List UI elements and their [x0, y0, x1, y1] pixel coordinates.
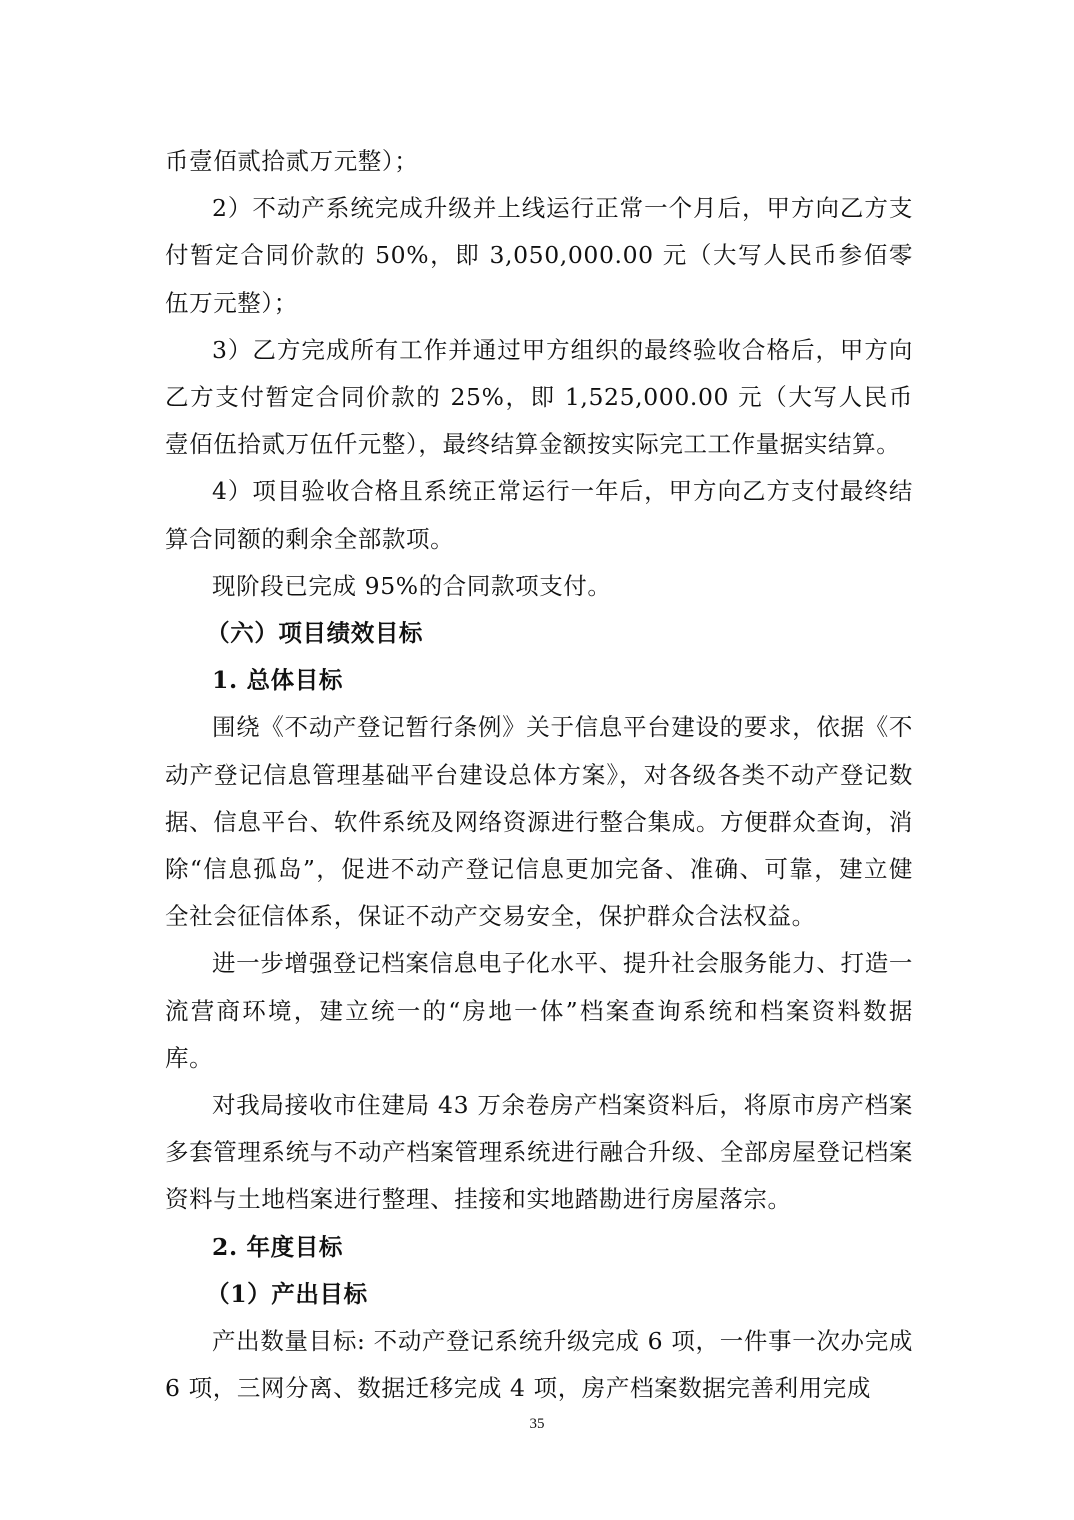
paragraph-overall-goal-2: 进一步增强登记档案信息电子化水平、提升社会服务能力、打造一流营商环境，建立统一的“房地一体”档案查询系统和档案资料数据库。	[165, 949, 913, 1072]
paragraph-payment-3: 3）乙方完成所有工作并通过甲方组织的最终验收合格后，甲方向乙方支付暂定合同价款的 25%，即 1,525,000.00 元（大写人民币壹佰伍拾贰万伍仟元整），最终结算金额按实际完工工作量据实结算。	[165, 335, 913, 459]
paragraph-overall-goal-3: 对我局接收市住建局 43 万余卷房产档案资料后，将原市房产档案多套管理系统与不动产档案管理系统进行融合升级、全部房屋登记档案资料与土地档案进行整理、挂接和实地踏勘进行房屋落宗。	[165, 1091, 913, 1214]
subsubsection-heading-output-goals: （1）产出目标	[206, 1279, 368, 1308]
subsection-heading-annual-goals: 2. 年度目标	[212, 1232, 343, 1261]
page-body	[165, 138, 913, 1412]
page-number: 35	[529, 1416, 545, 1432]
paragraph-payment-status: 现阶段已完成 95%的合同款项支付。	[212, 571, 612, 600]
section-heading-performance-goals: （六）项目绩效目标	[206, 619, 424, 648]
paragraph-payment-4: 4）项目验收合格且系统正常运行一年后，甲方向乙方支付最终结算合同额的剩余全部款项。	[165, 477, 913, 553]
paragraph-payment-2: 2）不动产系统完成升级并上线运行正常一个月后，甲方向乙方支付暂定合同价款的 50%，即 3,050,000.00 元（大写人民币参佰零伍万元整）；	[165, 194, 913, 317]
subsection-heading-overall-goals: 1. 总体目标	[212, 666, 343, 695]
paragraph-payment-1-tail: 币壹佰贰拾贰万元整）；	[165, 147, 419, 175]
paragraph-overall-goal-1: 围绕《不动产登记暂行条例》关于信息平台建设的要求，依据《不动产登记信息管理基础平台建设总体方案》，对各级各类不动产登记数据、信息平台、软件系统及网络资源进行整合集成。方便群众查询，消除“信息孤岛”，促进不动产登记信息更加完备、准确、可靠，建立健全社会征信体系，保证不动产交易安全，保护群众合法权益。	[165, 713, 913, 931]
paragraph-output-quantity: 产出数量目标: 不动产登记系统升级完成 6 项，一件事一次办完成 6 项，三网分离、数据迁移完成 4 项，房产档案数据完善利用完成	[165, 1327, 913, 1403]
